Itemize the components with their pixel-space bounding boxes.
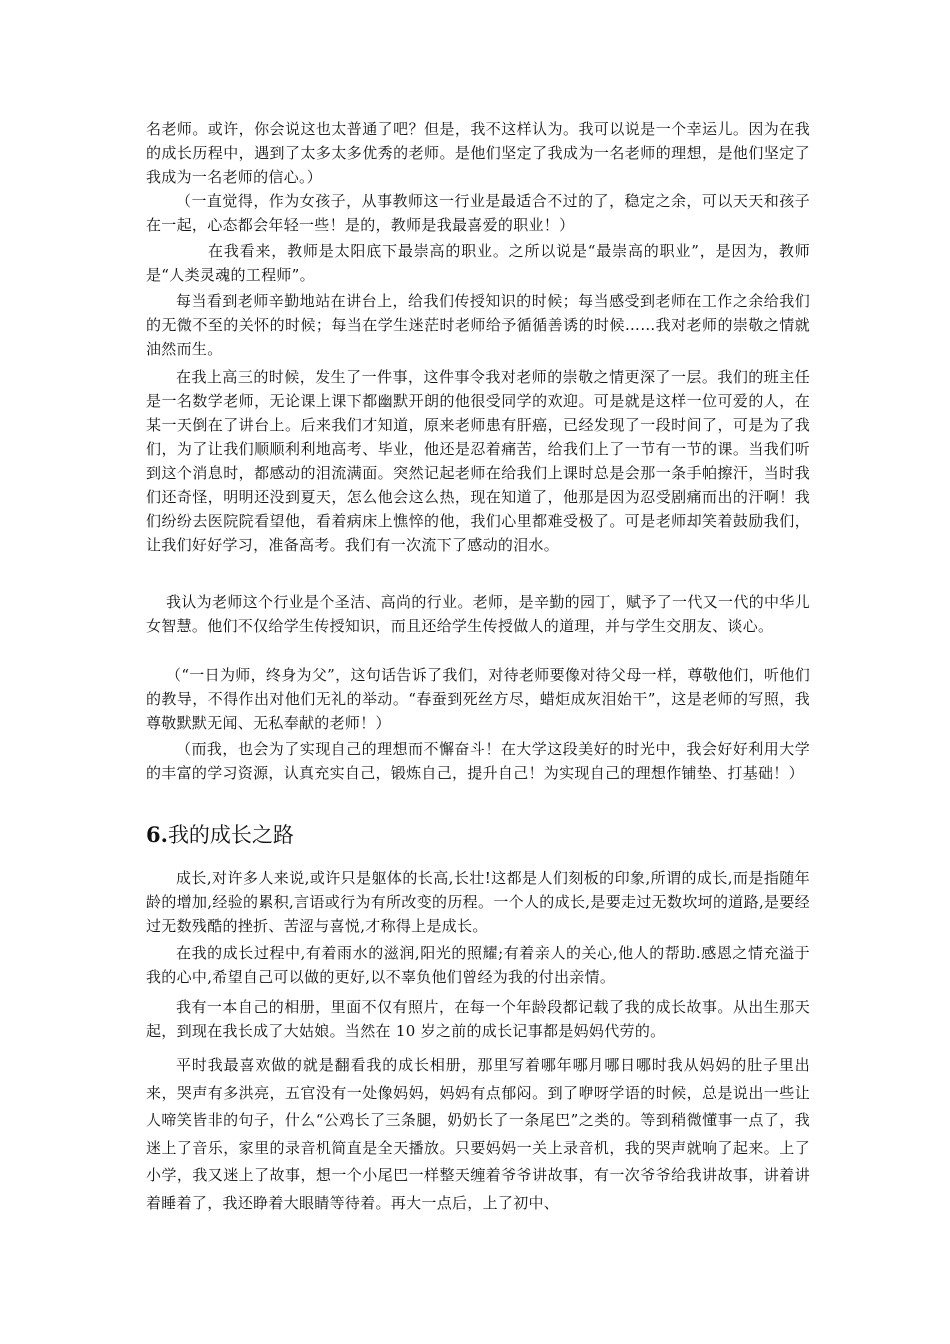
paragraph: （“一日为师，终身为父”，这句话告诉了我们，对待老师要像对待父母一样，尊敬他们，听他们的教导，不得作出对他们无礼的举动。“春蚕到死丝方尽，蜡炬成灰泪始干”，这是老师的写照，我尊敬默默无闻、无私奉献的老师！） bbox=[146, 666, 810, 732]
paragraph: 我认为老师这个行业是个圣洁、高尚的行业。老师，是辛勤的园丁，赋予了一代又一代的中华儿女智慧。他们不仅给学生传授知识，而且还给学生传授做人的道理，并与学生交朋友、谈心。 bbox=[146, 593, 810, 635]
paragraph: 在我看来，教师是太阳底下最崇高的职业。之所以说是“最崇高的职业”，是因为，教师是“人类灵魂的工程师”。 bbox=[146, 242, 810, 284]
section-title: 我的成长之路 bbox=[167, 823, 294, 847]
paragraph: 平时我最喜欢做的就是翻看我的成长相册，那里写着哪年哪月哪日哪时我从妈妈的肚子里出来，哭声有多洪亮，五官没有一处像妈妈，妈妈有点郁闷。到了咿呀学语的时候，总是说出一些让人啼笑皆非的句子，什么“公鸡长了三条腿，奶奶长了一条尾巴”之类的。等到稍微懂事一点了，我迷上了音乐，家里的录音机简直是全天播放。只要妈妈一关上录音机，我的哭声就响了起来。上了小学，我又迷上了故事，想一个小尾巴一样整天缠着爷爷讲故事，有一次爷爷给我讲故事，讲着讲着睡着了，我还睁着大眼睛等待着。再大一点后，上了初中、 bbox=[146, 1056, 810, 1212]
paragraph: 名老师。或许，你会说这也太普通了吧？但是，我不这样认为。我可以说是一个幸运儿。因为在我的成长历程中，遇到了太多太多优秀的老师。是他们坚定了我成为一名老师的理想，是他们坚定了我成为一名老师的信心。） bbox=[146, 120, 810, 186]
paragraph: （一直觉得，作为女孩子，从事教师这一行业是最适合不过的了，稳定之余，可以天天和孩子在一起，心态都会年轻一些！是的，教师是我最喜爱的职业！） bbox=[146, 192, 810, 234]
section-number: 6. bbox=[146, 822, 168, 847]
paragraph: 我有一本自己的相册，里面不仅有照片，在每一个年龄段都记载了我的成长故事。从出生那天起，到现在我长成了大姑娘。当然在 10 岁之前的成长记事都是妈妈代劳的。 bbox=[146, 998, 810, 1040]
paragraph: 在我的成长过程中,有着雨水的滋润,阳光的照耀;有着亲人的关心,他人的帮助.感恩之情充溢于我的心中,希望自己可以做的更好,以不辜负他们曾经为我的付出亲情。 bbox=[146, 944, 810, 986]
paragraph: 成长,对许多人来说,或许只是躯体的长高,长壮!这都是人们刻板的印象,所谓的成长,而是指随年龄的增加,经验的累积,言语或行为有所改变的历程。一个人的成长,是要走过无数坎坷的道路,是要经过无数残酷的挫折、苦涩与喜悦,才称得上是成长。 bbox=[146, 869, 810, 935]
paragraph: 在我上高三的时候，发生了一件事，这件事令我对老师的崇敬之情更深了一层。我们的班主任是一名数学老师，无论课上课下都幽默开朗的他很受同学的欢迎。可是就是这样一位可爱的人，在某一天倒在了讲台上。后来我们才知道，原来老师患有肝癌，已经发现了一段时间了，可是为了我们，为了让我们顺顺利利地高考、毕业，他还是忍着痛苦，给我们上了一节有一节的课。当我们听到这个消息时，都感动的泪流满面。突然记起老师在给我们上课时总是会那一条手帕擦汗，当时我们还奇怪，明明还没到夏天，怎么他会这么热，现在知道了，他那是因为忍受剧痛而出的汗啊！我们纷纷去医院院看望他，看着病床上憔悴的他，我们心里都难受极了。可是老师却笑着鼓励我们，让我们好好学习，准备高考。我们有一次流下了感动的泪水。 bbox=[146, 368, 810, 554]
section-heading bbox=[146, 820, 810, 850]
paragraph: 每当看到老师辛勤地站在讲台上，给我们传授知识的时候；每当感受到老师在工作之余给我们的无微不至的关怀的时候；每当在学生迷茫时老师给予循循善诱的时候……我对老师的崇敬之情就油然而生。 bbox=[146, 292, 810, 358]
paragraph: （而我，也会为了实现自己的理想而不懈奋斗！在大学这段美好的时光中，我会好好利用大学的丰富的学习资源，认真充实自己，锻炼自己，提升自己！为实现自己的理想作铺垫、打基础！） bbox=[146, 740, 810, 782]
